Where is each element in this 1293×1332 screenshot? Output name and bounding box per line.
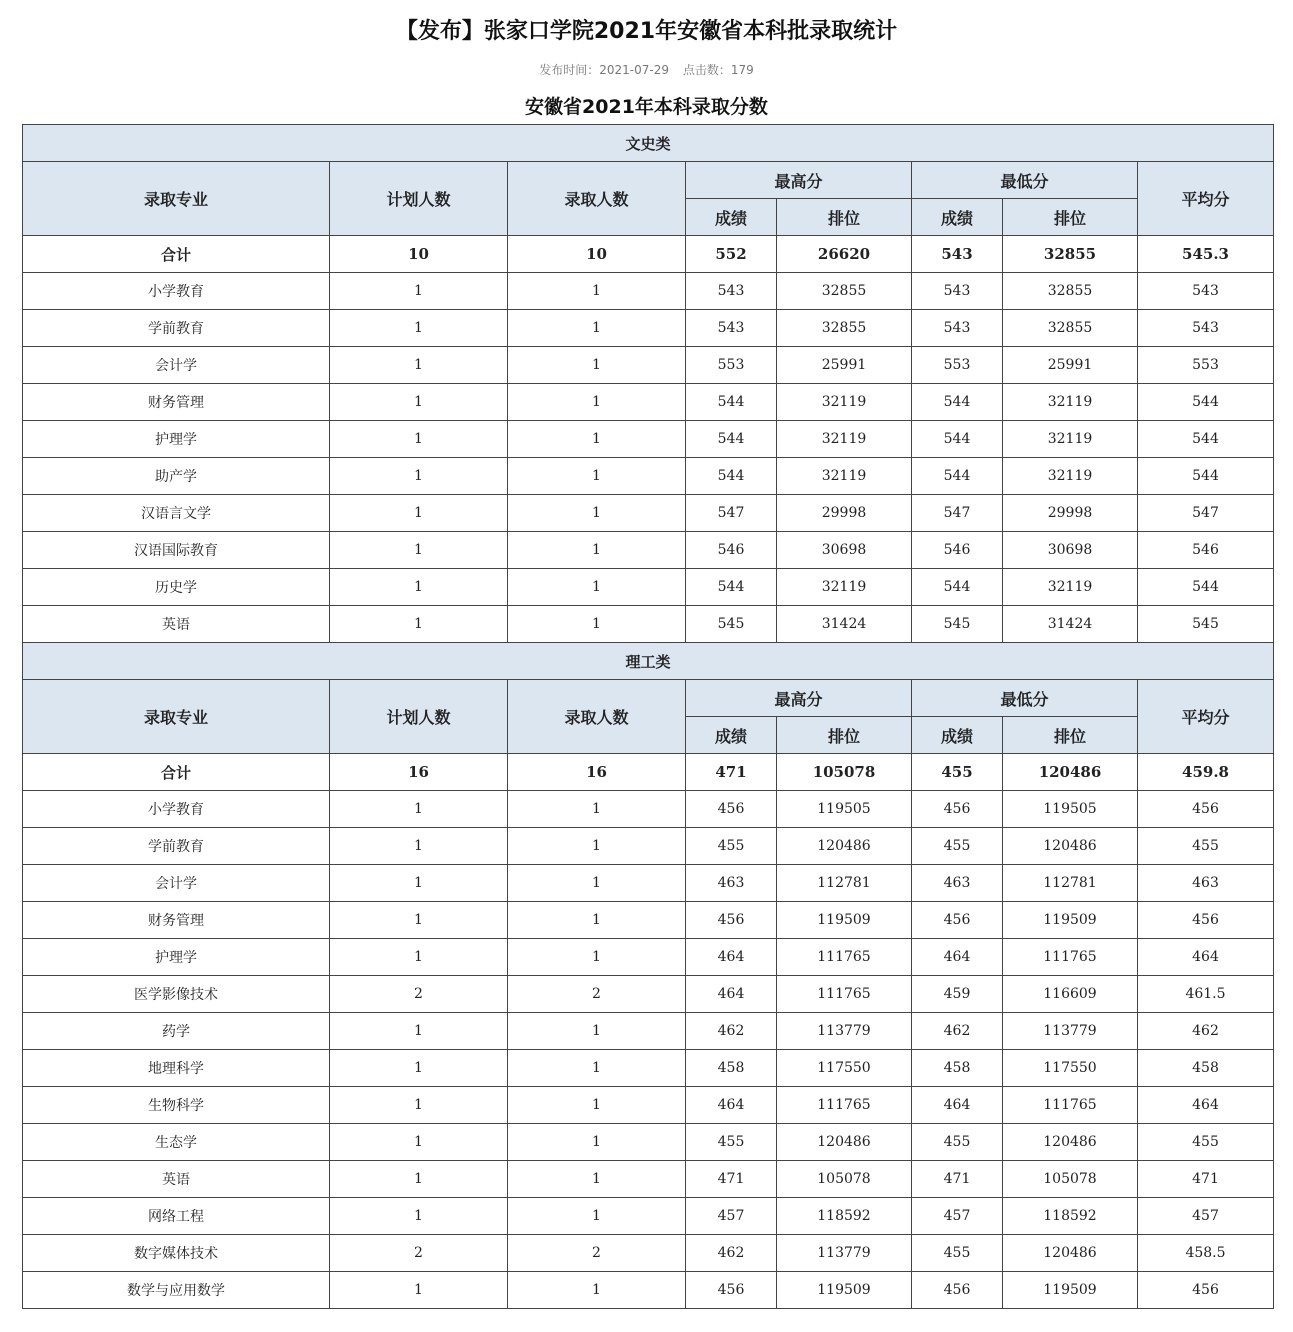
plan-cell: 1 (330, 1161, 508, 1198)
table-row (23, 1272, 1274, 1309)
max-score-cell: 545 (686, 606, 777, 643)
max-rank-cell: 113779 (777, 1235, 912, 1272)
major-name: 医学影像技术 (23, 976, 330, 1013)
min-rank-cell: 119509 (1003, 902, 1138, 939)
max-score-cell: 455 (686, 1124, 777, 1161)
plan-cell: 2 (330, 976, 508, 1013)
total-min-rank: 120486 (1003, 754, 1138, 791)
column-header-row (23, 162, 1274, 199)
avg-cell: 553 (1138, 347, 1274, 384)
max-rank-cell: 111765 (777, 939, 912, 976)
min-score-cell: 456 (912, 1272, 1003, 1309)
admit-cell: 1 (508, 791, 686, 828)
min-score-cell: 471 (912, 1161, 1003, 1198)
max-rank-cell: 120486 (777, 828, 912, 865)
table-row (23, 310, 1274, 347)
major-name: 会计学 (23, 865, 330, 902)
min-score-cell: 543 (912, 310, 1003, 347)
table-row (23, 458, 1274, 495)
min-rank-cell: 111765 (1003, 1087, 1138, 1124)
plan-cell: 1 (330, 865, 508, 902)
header-plan: 计划人数 (330, 162, 508, 236)
min-rank-cell: 119509 (1003, 1272, 1138, 1309)
plan-cell: 1 (330, 421, 508, 458)
total-admit: 16 (508, 754, 686, 791)
header-max-score: 成绩 (686, 199, 777, 236)
table-row (23, 828, 1274, 865)
admit-cell: 1 (508, 1013, 686, 1050)
major-name: 汉语国际教育 (23, 532, 330, 569)
admission-table (22, 124, 1274, 1309)
max-score-cell: 544 (686, 384, 777, 421)
major-name: 汉语言文学 (23, 495, 330, 532)
click-count: 点击数：179 (682, 63, 754, 77)
table-row (23, 939, 1274, 976)
admit-cell: 1 (508, 310, 686, 347)
max-score-cell: 543 (686, 310, 777, 347)
major-name: 历史学 (23, 569, 330, 606)
max-rank-cell: 105078 (777, 1161, 912, 1198)
min-score-cell: 544 (912, 569, 1003, 606)
min-score-cell: 456 (912, 791, 1003, 828)
header-max-rank: 排位 (777, 717, 912, 754)
table-row (23, 495, 1274, 532)
max-rank-cell: 119505 (777, 791, 912, 828)
admit-cell: 1 (508, 1087, 686, 1124)
header-max-score: 成绩 (686, 717, 777, 754)
min-rank-cell: 31424 (1003, 606, 1138, 643)
min-rank-cell: 119505 (1003, 791, 1138, 828)
major-name: 助产学 (23, 458, 330, 495)
avg-cell: 458.5 (1138, 1235, 1274, 1272)
major-name: 会计学 (23, 347, 330, 384)
admit-cell: 1 (508, 1124, 686, 1161)
section-header-row (23, 125, 1274, 162)
avg-cell: 544 (1138, 384, 1274, 421)
admit-cell: 1 (508, 1161, 686, 1198)
major-name: 财务管理 (23, 384, 330, 421)
plan-cell: 1 (330, 273, 508, 310)
admit-cell: 1 (508, 495, 686, 532)
table-row (23, 1050, 1274, 1087)
min-rank-cell: 105078 (1003, 1161, 1138, 1198)
total-plan: 10 (330, 236, 508, 273)
max-score-cell: 471 (686, 1161, 777, 1198)
plan-cell: 1 (330, 828, 508, 865)
max-score-cell: 544 (686, 421, 777, 458)
max-rank-cell: 32119 (777, 458, 912, 495)
admit-cell: 2 (508, 976, 686, 1013)
min-score-cell: 544 (912, 384, 1003, 421)
min-score-cell: 458 (912, 1050, 1003, 1087)
min-rank-cell: 30698 (1003, 532, 1138, 569)
admit-cell: 1 (508, 347, 686, 384)
total-min-score: 455 (912, 754, 1003, 791)
min-score-cell: 544 (912, 421, 1003, 458)
total-max-score: 552 (686, 236, 777, 273)
major-name: 学前教育 (23, 310, 330, 347)
avg-cell: 456 (1138, 1272, 1274, 1309)
plan-cell: 1 (330, 347, 508, 384)
major-name: 财务管理 (23, 902, 330, 939)
admit-cell: 1 (508, 421, 686, 458)
min-score-cell: 553 (912, 347, 1003, 384)
max-rank-cell: 32855 (777, 273, 912, 310)
table-row (23, 1235, 1274, 1272)
plan-cell: 1 (330, 569, 508, 606)
min-rank-cell: 25991 (1003, 347, 1138, 384)
max-score-cell: 456 (686, 791, 777, 828)
plan-cell: 1 (330, 384, 508, 421)
min-score-cell: 547 (912, 495, 1003, 532)
table-row (23, 421, 1274, 458)
avg-cell: 544 (1138, 569, 1274, 606)
major-name: 生物科学 (23, 1087, 330, 1124)
max-score-cell: 463 (686, 865, 777, 902)
publish-meta (0, 61, 1293, 78)
major-name: 数学与应用数学 (23, 1272, 330, 1309)
max-rank-cell: 111765 (777, 976, 912, 1013)
table-row (23, 902, 1274, 939)
max-score-cell: 464 (686, 939, 777, 976)
max-score-cell: 464 (686, 1087, 777, 1124)
plan-cell: 1 (330, 1272, 508, 1309)
plan-cell: 1 (330, 1013, 508, 1050)
header-avg: 平均分 (1138, 680, 1274, 754)
min-rank-cell: 111765 (1003, 939, 1138, 976)
min-score-cell: 545 (912, 606, 1003, 643)
header-min-score: 成绩 (912, 717, 1003, 754)
plan-cell: 1 (330, 606, 508, 643)
min-rank-cell: 117550 (1003, 1050, 1138, 1087)
plan-cell: 1 (330, 791, 508, 828)
min-rank-cell: 120486 (1003, 828, 1138, 865)
total-min-score: 543 (912, 236, 1003, 273)
publish-time: 发布时间：2021-07-29 (539, 63, 669, 77)
header-admit: 录取人数 (508, 680, 686, 754)
total-plan: 16 (330, 754, 508, 791)
table-row (23, 347, 1274, 384)
table-row (23, 1013, 1274, 1050)
avg-cell: 463 (1138, 865, 1274, 902)
max-score-cell: 547 (686, 495, 777, 532)
admit-cell: 1 (508, 273, 686, 310)
table-row (23, 1161, 1274, 1198)
max-score-cell: 455 (686, 828, 777, 865)
avg-cell: 458 (1138, 1050, 1274, 1087)
major-name: 小学教育 (23, 791, 330, 828)
avg-cell: 464 (1138, 939, 1274, 976)
section-header-row (23, 643, 1274, 680)
admit-cell: 1 (508, 902, 686, 939)
min-score-cell: 543 (912, 273, 1003, 310)
avg-cell: 471 (1138, 1161, 1274, 1198)
min-score-cell: 457 (912, 1198, 1003, 1235)
major-name: 生态学 (23, 1124, 330, 1161)
table-row (23, 273, 1274, 310)
avg-cell: 543 (1138, 310, 1274, 347)
admit-cell: 1 (508, 458, 686, 495)
admit-cell: 1 (508, 828, 686, 865)
plan-cell: 1 (330, 1050, 508, 1087)
header-max: 最高分 (686, 162, 912, 199)
section-title: 理工类 (23, 643, 1274, 680)
major-name: 学前教育 (23, 828, 330, 865)
plan-cell: 1 (330, 532, 508, 569)
min-score-cell: 455 (912, 828, 1003, 865)
max-score-cell: 456 (686, 1272, 777, 1309)
page-title: 【发布】张家口学院2021年安徽省本科批录取统计 (395, 19, 898, 44)
table-row (23, 1087, 1274, 1124)
max-score-cell: 544 (686, 458, 777, 495)
table-row (23, 606, 1274, 643)
total-row (23, 236, 1274, 273)
section-title: 文史类 (23, 125, 1274, 162)
max-rank-cell: 117550 (777, 1050, 912, 1087)
table-row (23, 865, 1274, 902)
min-score-cell: 464 (912, 1087, 1003, 1124)
table-row (23, 384, 1274, 421)
min-score-cell: 455 (912, 1235, 1003, 1272)
major-name: 护理学 (23, 421, 330, 458)
major-name: 小学教育 (23, 273, 330, 310)
total-admit: 10 (508, 236, 686, 273)
column-header-row (23, 680, 1274, 717)
admit-cell: 1 (508, 865, 686, 902)
max-rank-cell: 119509 (777, 902, 912, 939)
total-min-rank: 32855 (1003, 236, 1138, 273)
header-max-rank: 排位 (777, 199, 912, 236)
admit-cell: 1 (508, 532, 686, 569)
max-rank-cell: 30698 (777, 532, 912, 569)
header-min: 最低分 (912, 680, 1138, 717)
table-row (23, 976, 1274, 1013)
table-row (23, 1124, 1274, 1161)
min-rank-cell: 120486 (1003, 1124, 1138, 1161)
plan-cell: 1 (330, 1124, 508, 1161)
max-score-cell: 546 (686, 532, 777, 569)
min-score-cell: 463 (912, 865, 1003, 902)
avg-cell: 544 (1138, 458, 1274, 495)
table-row (23, 569, 1274, 606)
max-score-cell: 553 (686, 347, 777, 384)
total-max-rank: 26620 (777, 236, 912, 273)
max-rank-cell: 32119 (777, 569, 912, 606)
header-min-score: 成绩 (912, 199, 1003, 236)
min-rank-cell: 120486 (1003, 1235, 1138, 1272)
admit-cell: 1 (508, 606, 686, 643)
min-rank-cell: 118592 (1003, 1198, 1138, 1235)
avg-cell: 543 (1138, 273, 1274, 310)
max-rank-cell: 120486 (777, 1124, 912, 1161)
avg-cell: 462 (1138, 1013, 1274, 1050)
avg-cell: 456 (1138, 791, 1274, 828)
total-row (23, 754, 1274, 791)
max-rank-cell: 113779 (777, 1013, 912, 1050)
min-score-cell: 455 (912, 1124, 1003, 1161)
avg-cell: 455 (1138, 1124, 1274, 1161)
avg-cell: 544 (1138, 421, 1274, 458)
header-plan: 计划人数 (330, 680, 508, 754)
admit-cell: 1 (508, 1198, 686, 1235)
max-rank-cell: 29998 (777, 495, 912, 532)
admit-cell: 1 (508, 569, 686, 606)
major-name: 地理科学 (23, 1050, 330, 1087)
total-avg: 459.8 (1138, 754, 1274, 791)
plan-cell: 1 (330, 1198, 508, 1235)
min-rank-cell: 32119 (1003, 569, 1138, 606)
plan-cell: 1 (330, 458, 508, 495)
min-rank-cell: 32855 (1003, 310, 1138, 347)
max-score-cell: 543 (686, 273, 777, 310)
min-score-cell: 459 (912, 976, 1003, 1013)
header-min-rank: 排位 (1003, 199, 1138, 236)
max-score-cell: 544 (686, 569, 777, 606)
plan-cell: 2 (330, 1235, 508, 1272)
max-rank-cell: 32855 (777, 310, 912, 347)
min-rank-cell: 29998 (1003, 495, 1138, 532)
plan-cell: 1 (330, 939, 508, 976)
min-rank-cell: 32119 (1003, 458, 1138, 495)
plan-cell: 1 (330, 1087, 508, 1124)
total-label: 合计 (23, 236, 330, 273)
max-score-cell: 456 (686, 902, 777, 939)
header-min: 最低分 (912, 162, 1138, 199)
max-rank-cell: 119509 (777, 1272, 912, 1309)
header-major: 录取专业 (23, 680, 330, 754)
max-rank-cell: 31424 (777, 606, 912, 643)
header-major: 录取专业 (23, 162, 330, 236)
admit-cell: 1 (508, 1050, 686, 1087)
major-name: 英语 (23, 606, 330, 643)
avg-cell: 456 (1138, 902, 1274, 939)
avg-cell: 461.5 (1138, 976, 1274, 1013)
admit-cell: 1 (508, 384, 686, 421)
min-rank-cell: 113779 (1003, 1013, 1138, 1050)
avg-cell: 547 (1138, 495, 1274, 532)
min-score-cell: 464 (912, 939, 1003, 976)
admit-cell: 1 (508, 939, 686, 976)
avg-cell: 545 (1138, 606, 1274, 643)
total-max-rank: 105078 (777, 754, 912, 791)
major-name: 数字媒体技术 (23, 1235, 330, 1272)
min-rank-cell: 112781 (1003, 865, 1138, 902)
major-name: 网络工程 (23, 1198, 330, 1235)
major-name: 药学 (23, 1013, 330, 1050)
min-rank-cell: 32119 (1003, 421, 1138, 458)
min-score-cell: 462 (912, 1013, 1003, 1050)
major-name: 英语 (23, 1161, 330, 1198)
header-admit: 录取人数 (508, 162, 686, 236)
min-score-cell: 456 (912, 902, 1003, 939)
max-score-cell: 464 (686, 976, 777, 1013)
max-rank-cell: 111765 (777, 1087, 912, 1124)
table-row (23, 532, 1274, 569)
max-rank-cell: 118592 (777, 1198, 912, 1235)
plan-cell: 1 (330, 902, 508, 939)
max-rank-cell: 112781 (777, 865, 912, 902)
max-score-cell: 457 (686, 1198, 777, 1235)
total-max-score: 471 (686, 754, 777, 791)
avg-cell: 546 (1138, 532, 1274, 569)
plan-cell: 1 (330, 495, 508, 532)
admit-cell: 1 (508, 1272, 686, 1309)
min-rank-cell: 32855 (1003, 273, 1138, 310)
max-rank-cell: 25991 (777, 347, 912, 384)
max-score-cell: 462 (686, 1013, 777, 1050)
table-row (23, 1198, 1274, 1235)
min-rank-cell: 116609 (1003, 976, 1138, 1013)
plan-cell: 1 (330, 310, 508, 347)
avg-cell: 464 (1138, 1087, 1274, 1124)
min-rank-cell: 32119 (1003, 384, 1138, 421)
max-score-cell: 458 (686, 1050, 777, 1087)
max-score-cell: 462 (686, 1235, 777, 1272)
min-score-cell: 546 (912, 532, 1003, 569)
header-min-rank: 排位 (1003, 717, 1138, 754)
major-name: 护理学 (23, 939, 330, 976)
max-rank-cell: 32119 (777, 384, 912, 421)
avg-cell: 455 (1138, 828, 1274, 865)
min-score-cell: 544 (912, 458, 1003, 495)
admit-cell: 2 (508, 1235, 686, 1272)
avg-cell: 457 (1138, 1198, 1274, 1235)
total-label: 合计 (23, 754, 330, 791)
max-rank-cell: 32119 (777, 421, 912, 458)
table-row (23, 791, 1274, 828)
table-title: 安徽省2021年本科录取分数 (525, 96, 768, 118)
total-avg: 545.3 (1138, 236, 1274, 273)
header-max: 最高分 (686, 680, 912, 717)
header-avg: 平均分 (1138, 162, 1274, 236)
